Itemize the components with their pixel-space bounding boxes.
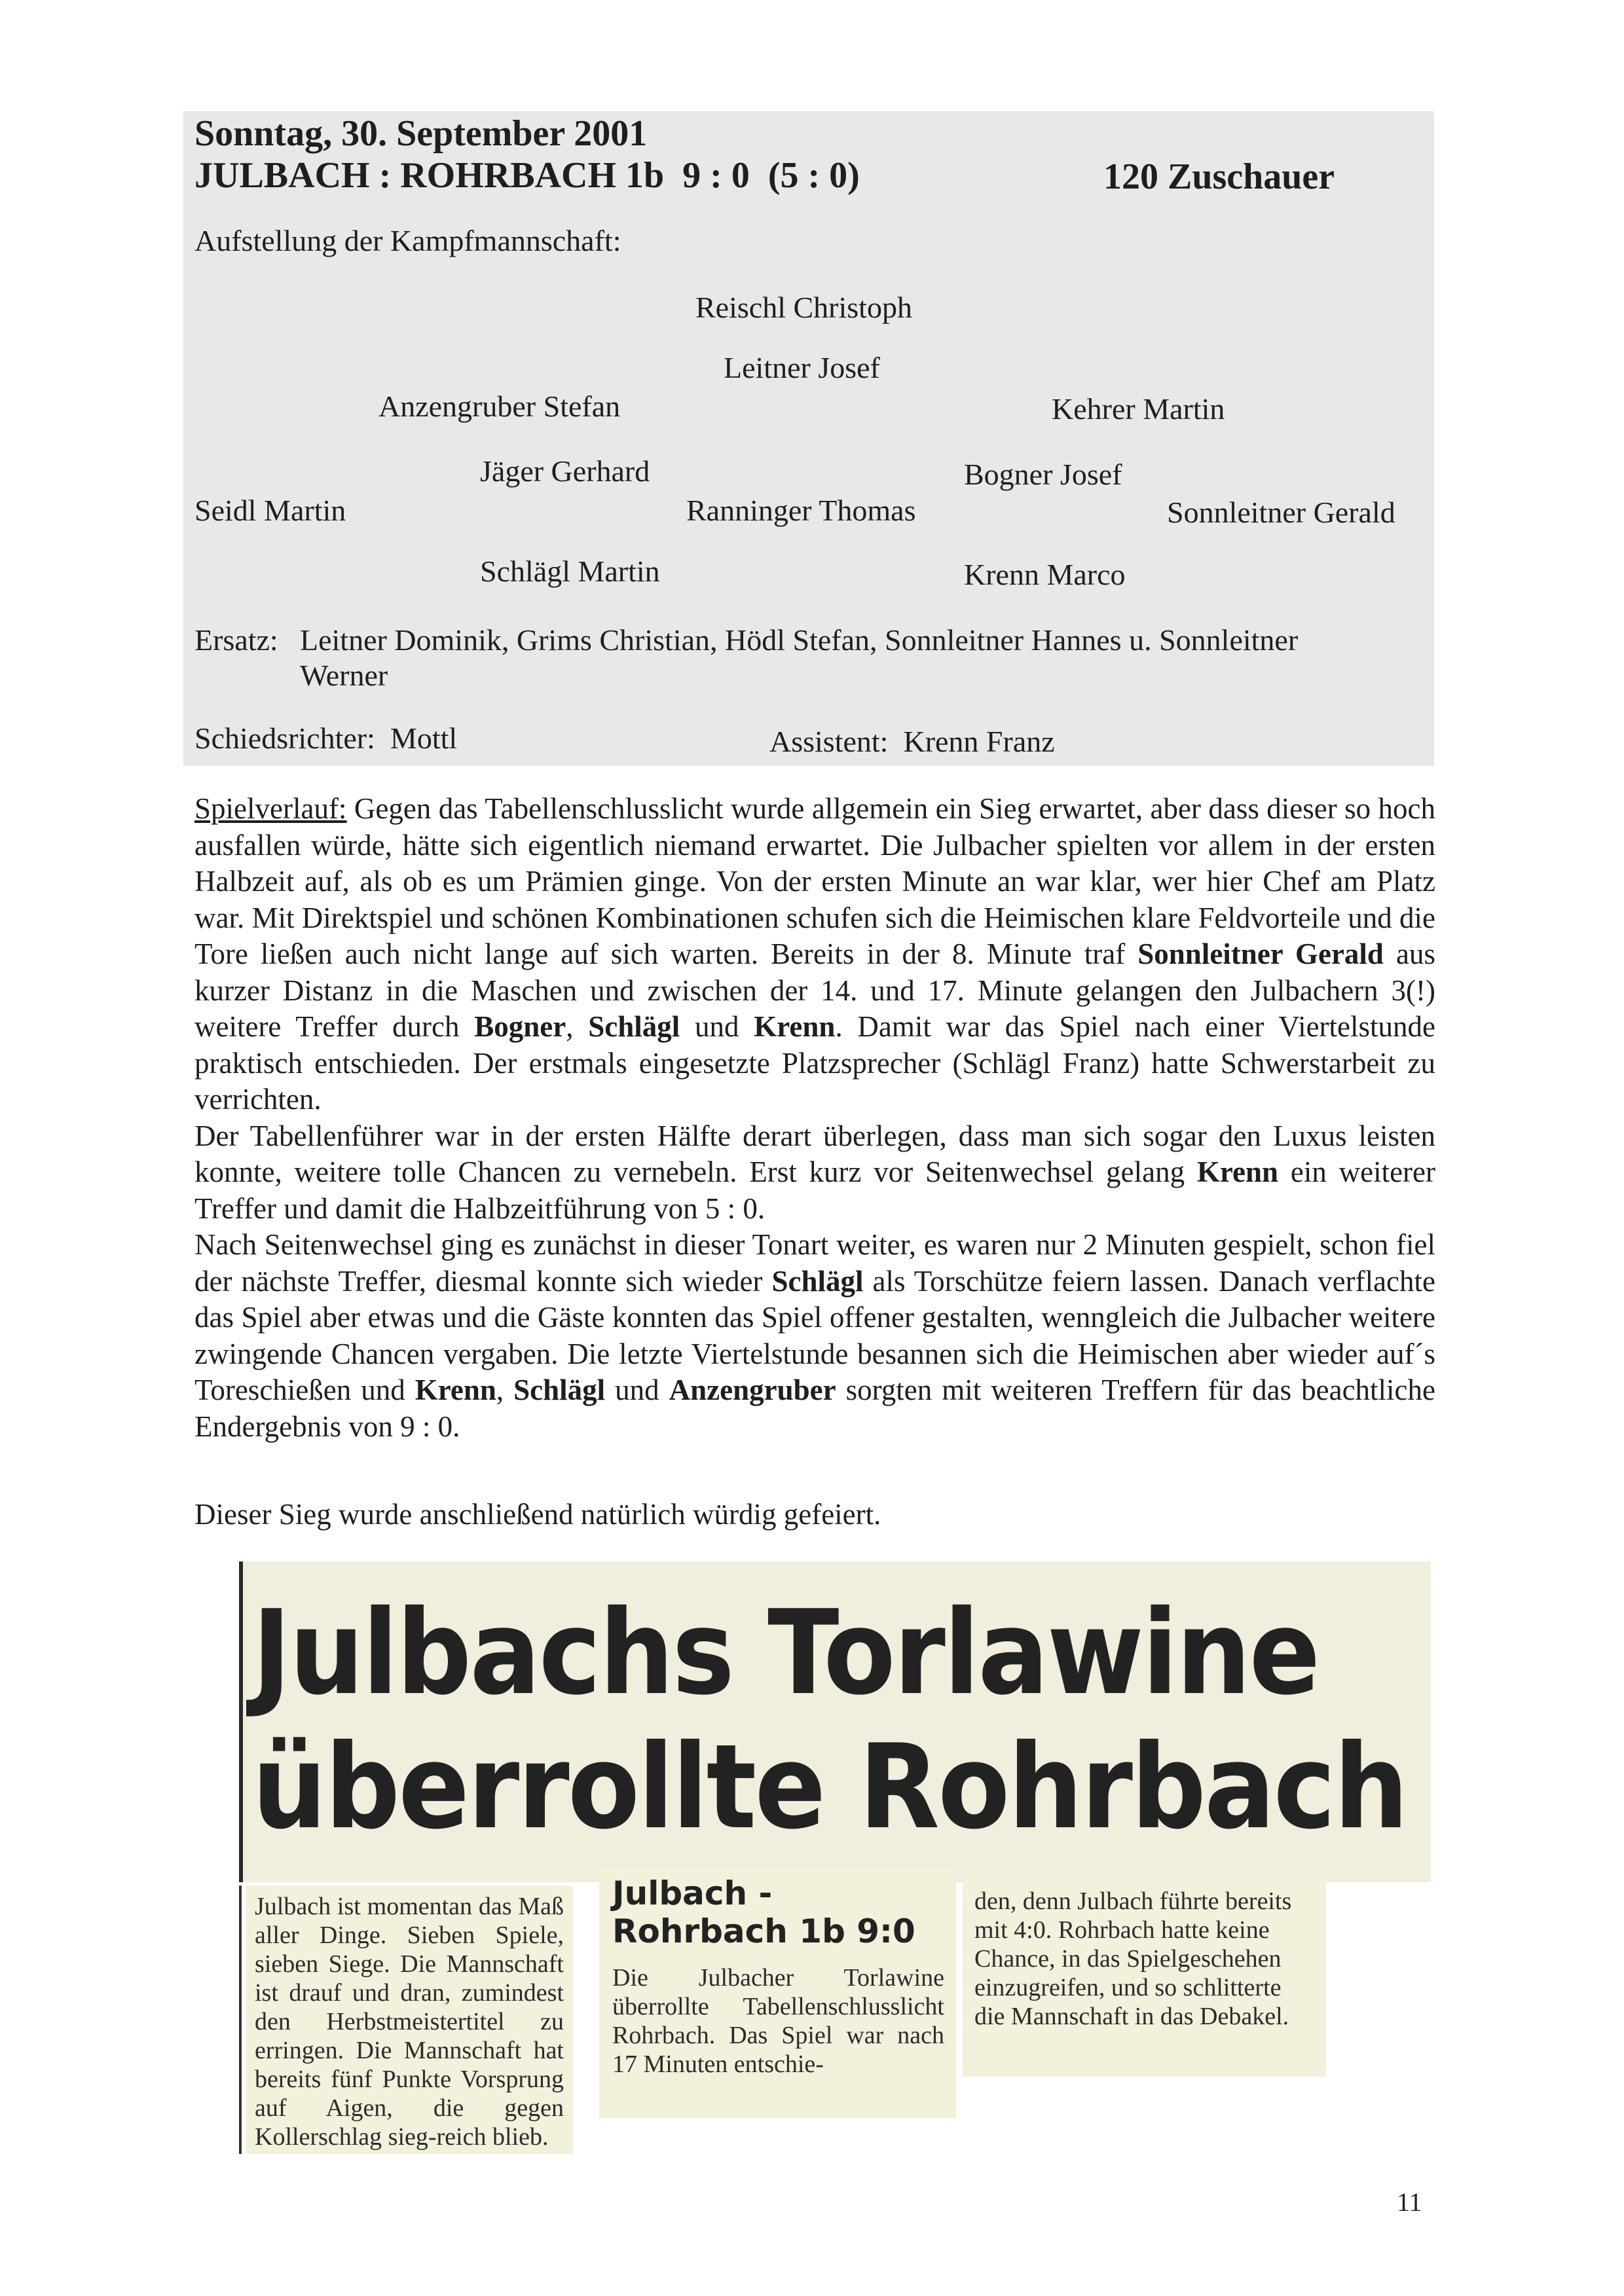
match-date: Sonntag, 30. September 2001 — [194, 113, 648, 154]
referee-name: Mottl — [390, 721, 458, 755]
newspaper-headline-box — [239, 1561, 1431, 1882]
scorer-name: Anzengruber — [669, 1374, 836, 1406]
lineup-label: Aufstellung der Kampfmannschaft: — [194, 224, 621, 257]
match-info-box — [183, 111, 1434, 766]
player-wing-left: Seidl Martin — [194, 494, 346, 527]
report-paragraph-3: Nach Seitenwechsel ging es zunächst in dieser Tonart weiter, es waren nur 2 Minuten gespielt, schon fiel der nächste Treffer, diesmal konnte sich wieder Schlägl als Torschütze feiern lassen. Danach verflachte das Spiel aber etwas und die Gäste konnten das Spiel offener gestalten, wenngleich die Julbacher weitere zwingende Chancen vergaben. Die letzte Viertelstunde besannen sich die Heimischen aber wieder auf´s Toreschießen und Krenn, Schlägl und Anzengruber sorgten mit weiteren Treffern für das beachtliche Endergebnis von 9 : 0. — [194, 1228, 1435, 1443]
scorer-name: Krenn — [754, 1010, 836, 1043]
report-paragraph-2: Der Tabellenführer war in der ersten Hälfte derart überlegen, dass man sich sogar den Luxus leisten konnte, weitere tolle Chancen zu vernebeln. Erst kurz vor Seitenwechsel gelang Krenn ein weiterer Treffer und damit die Halbzeitführung von 5 : 0. — [194, 1119, 1435, 1225]
match-report — [194, 791, 1435, 1445]
closing-sentence: Dieser Sieg wurde anschließend natürlich würdig gefeiert. — [194, 1498, 881, 1531]
scorer-name: Schlägl — [771, 1264, 864, 1298]
spectator-count: 120 Zuschauer — [1103, 156, 1335, 197]
player-goalkeeper: Reischl Christoph — [695, 291, 912, 324]
scorer-name: Schlägl — [588, 1010, 680, 1043]
assistant-name: Krenn Franz — [903, 725, 1055, 758]
player-center: Ranninger Thomas — [686, 494, 916, 527]
clipping-headline-line-2: überrollte Rohrbach — [252, 1719, 1407, 1855]
referee-label: Schiedsrichter: — [194, 721, 375, 755]
referee — [194, 720, 457, 757]
player-forward-left: Schlägl Martin — [480, 555, 660, 588]
halftime-score: (5 : 0) — [767, 155, 860, 196]
final-score: 9 : 0 — [682, 155, 750, 196]
page-number: 11 — [1397, 2187, 1422, 2217]
player-mid-right: Bogner Josef — [964, 458, 1122, 491]
match-fixture — [194, 155, 860, 196]
scorer-name: Schlägl — [513, 1374, 606, 1406]
scorer-name: Krenn — [1196, 1156, 1279, 1188]
scorer-name: Bogner — [474, 1010, 566, 1043]
substitutes-line-2: Werner — [300, 659, 388, 692]
assistant — [769, 723, 1055, 760]
fixture-teams: JULBACH : ROHRBACH 1b — [194, 155, 665, 196]
clipping-column-border — [239, 1886, 242, 2154]
report-paragraph-1: Spielverlauf: Gegen das Tabellenschlusslicht wurde allgemein ein Sieg erwartet, aber dass dieser so hoch ausfallen würde, hätte sich eigentlich niemand erwartet. Die Julbacher spielten vor allem in der ersten Halbzeit auf, als ob es um Prämien ginge. Von der ersten Minute an war klar, wer hier Chef am Platz war. Mit Direktspiel und schönen Kombinationen schufen sich die Heimischen klare Feldvorteile und die Tore ließen auch nicht lange auf sich warten. Bereits in der 8. Minute traf Sonnleitner Gerald aus kurzer Distanz in die Maschen und zwischen der 14. und 17. Minute gelangen den Julbachern 3(!) weitere Treffer durch Bogner, Schlägl und Krenn. Damit war das Spiel nach einer Viertelstunde praktisch entschieden. Der erstmals eingesetzte Platzsprecher (Schlägl Franz) hatte Schwerstarbeit zu verrichten. — [194, 792, 1436, 1116]
report-label: Spielverlauf: — [194, 792, 347, 825]
player-forward-right: Krenn Marco — [964, 558, 1126, 591]
clipping-column-3: den, denn Julbach führte bereits mit 4:0. Rohrbach hatte keine Chance, in das Spielgeschehen einzugreifen, und so schlitterte die Mannschaft in das Debakel. — [963, 1880, 1326, 2077]
scorer-name: Krenn — [415, 1374, 496, 1406]
scorer-name: Sonnleitner Gerald — [1137, 938, 1384, 970]
clipping-subheadline: Julbach - Rohrbach 1b 9:0 — [612, 1874, 915, 1950]
clipping-column-2: Julbach - Rohrbach 1b 9:0 Die Julbacher Torlawine überrollte Tabellenschlusslicht Rohrbach. Das Spiel war nach 17 Minuten entschie- — [599, 1869, 956, 2118]
clipping-border — [239, 1561, 243, 1882]
substitutes-line-1: Leitner Dominik, Grims Christian, Hödl Stefan, Sonnleitner Hannes u. Sonnleitner — [300, 623, 1299, 657]
player-defender-right: Kehrer Martin — [1052, 392, 1225, 426]
player-defender-left: Anzengruber Stefan — [378, 390, 621, 423]
player-wing-right: Sonnleitner Gerald — [1167, 496, 1395, 529]
clipping-headline-line-1: Julbachs Torlawine — [252, 1585, 1319, 1721]
assistant-label: Assistent: — [769, 725, 889, 758]
clipping-column-1: Julbach ist momentan das Maß aller Dinge. Sieben Spiele, sieben Siege. Die Mannschaft ist drauf und dran, zumindest den Herbstmeistertitel zu erringen. Die Mannschaft hat bereits fünf Punkte Vorsprung auf Aigen, die gegen Kollerschlag sieg-reich blieb. — [246, 1886, 573, 2154]
substitutes-label: Ersatz: — [194, 623, 278, 657]
player-mid-left: Jäger Gerhard — [480, 454, 650, 488]
player-sweeper: Leitner Josef — [724, 351, 880, 384]
